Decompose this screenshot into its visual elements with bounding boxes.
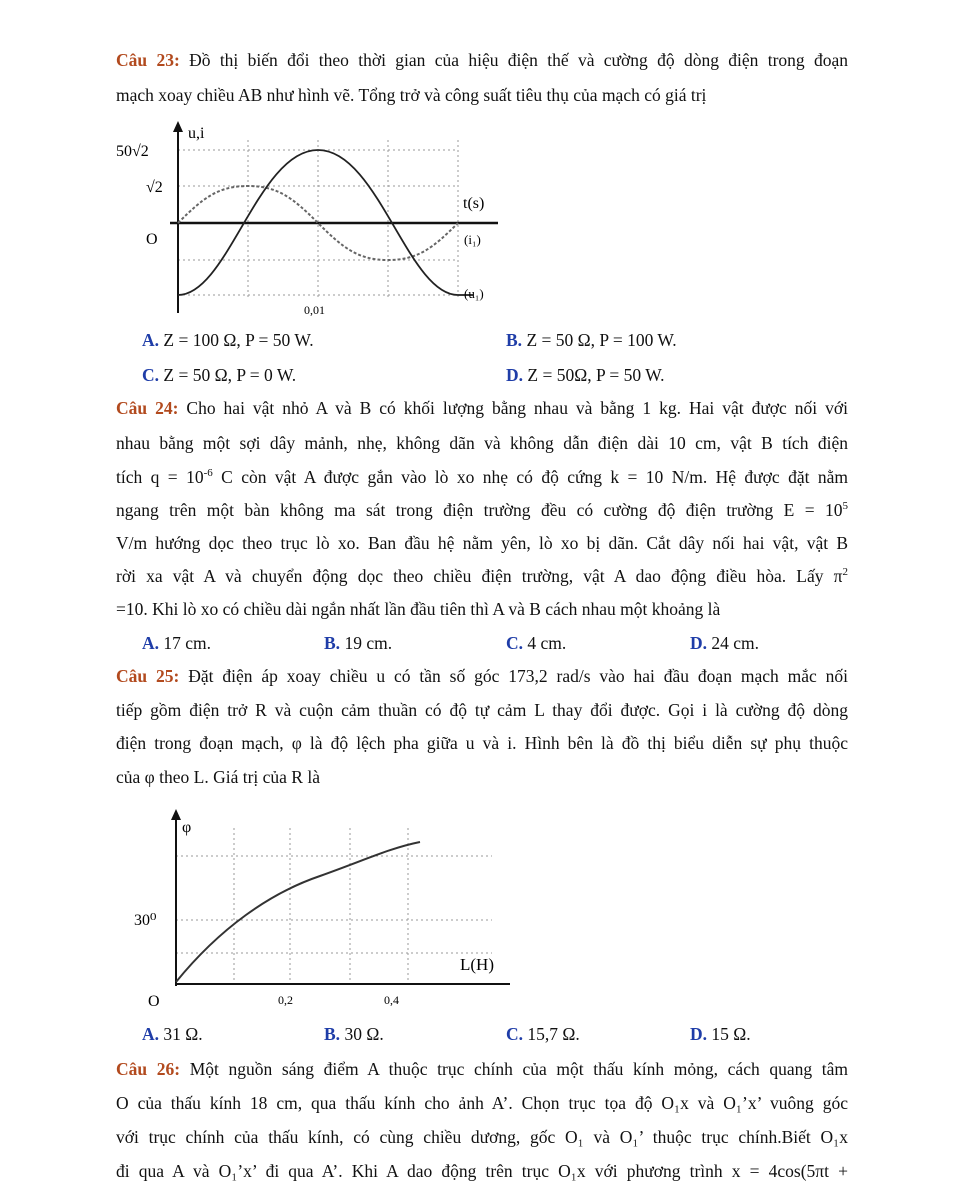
q24-option-b[interactable]: B. 19 cm. <box>324 633 393 653</box>
q24-line-2: nhau bằng một sợi dây mảnh, nhẹ, không dãn và không dẫn điện dài 10 cm, vật B tích điện <box>116 433 848 453</box>
q25-x-tick-2: 0,4 <box>384 993 399 1007</box>
q26-line-4: đi qua A và O₁’x’ đi qua A’. Khi A dao động trên trục O₁x với phương trình x = 4cos(5πt + <box>116 1161 848 1181</box>
q26-label: Câu 26: <box>116 1059 181 1079</box>
q25-option-c[interactable]: C. 15,7 Ω. <box>506 1024 580 1044</box>
q23-option-a[interactable]: A. Z = 100 Ω, P = 50 W. <box>142 330 314 350</box>
q23-x-tick: 0,01 <box>304 303 325 317</box>
q25-line-2: tiếp gồm điện trở R và cuộn cảm thuần có độ tự cảm L thay đổi được. Gọi i là cường độ dòng <box>116 700 848 720</box>
q25-curve-phi <box>176 842 420 982</box>
q23-y-tick-upper: 50√2 <box>116 143 149 160</box>
q23-y-tick-lower: √2 <box>146 179 163 196</box>
q25-line-1 <box>116 666 848 687</box>
q24-option-a[interactable]: A. 17 cm. <box>142 633 212 653</box>
q24-option-d[interactable]: D. 24 cm. <box>690 633 760 653</box>
q24-option-c[interactable]: C. 4 cm. <box>506 633 567 653</box>
q24-line-5: V/m hướng dọc theo trục lò xo. Ban đầu hệ nằm yên, lò xo bị dãn. Cắt dây nối hai vật, vật B <box>116 533 848 553</box>
q23-y-axis-label: u,i <box>188 125 205 142</box>
q23-x-axis-label: t(s) <box>463 195 485 212</box>
q25-figure <box>120 808 520 1013</box>
q25-x-axis-label: L(H) <box>460 955 494 974</box>
q23-label: Câu 23: <box>116 50 180 70</box>
q23-text-1: Đồ thị biến đổi theo thời gian của hiệu điện thế và cường độ dòng điện trong đoạn <box>189 50 849 70</box>
q24-line-4: ngang trên một bàn không ma sát trong điện trường đều có cường độ điện trường $E = 10^5$ <box>116 500 848 520</box>
q23-origin: O <box>146 231 158 248</box>
q26-line-1 <box>116 1059 848 1080</box>
q25-option-a[interactable]: A. 31 Ω. <box>142 1024 203 1044</box>
q25-y-arrow <box>171 809 181 820</box>
q25-y-tick: 30⁰ <box>134 912 157 929</box>
q23-option-d[interactable]: D. Z = 50Ω, P = 50 W. <box>506 365 665 385</box>
q25-option-d[interactable]: D. 15 Ω. <box>690 1024 751 1044</box>
q25-line-4: của φ theo L. Giá trị của R là <box>116 767 320 787</box>
q23-option-c[interactable]: C. Z = 50 Ω, P = 0 W. <box>142 365 297 385</box>
q26-line-3: với trục chính của thấu kính, có cùng chiều dương, gốc O₁ và O₁’ thuộc trục chính.Biết O₁x <box>116 1127 848 1147</box>
q26-text-1: Một nguồn sáng điểm A thuộc trục chính của một thấu kính mỏng, cách quang tâm <box>189 1059 849 1079</box>
q23-curve-i-label: (i₁) <box>464 232 481 247</box>
q23-line-1 <box>116 50 848 71</box>
q23-option-b[interactable]: B. Z = 50 Ω, P = 100 W. <box>506 330 677 350</box>
q25-option-b[interactable]: B. 30 Ω. <box>324 1024 384 1044</box>
q23-figure <box>108 118 528 318</box>
q25-x-tick-1: 0,2 <box>278 993 293 1007</box>
q25-origin: O <box>148 993 160 1010</box>
q23-line-2: mạch xoay chiều AB như hình vẽ. Tổng trở và công suất tiêu thụ của mạch có giá trị <box>116 85 707 105</box>
q24-line-1 <box>116 398 848 419</box>
q23-curve-u-label: (u₁) <box>464 286 484 301</box>
q25-y-axis-label: φ <box>182 819 192 836</box>
q24-line-6: rời xa vật A và chuyển động dọc theo chiều điện trường, vật A dao động điều hòa. Lấy $\pi^2$ <box>116 566 848 586</box>
q26-line-2: O của thấu kính 18 cm, qua thấu kính cho ảnh A’. Chọn trục tọa độ O₁x và O₁’x’ vuông góc <box>116 1093 848 1113</box>
q24-line-7: =10. Khi lò xo có chiều dài ngắn nhất lần đầu tiên thì A và B cách nhau một khoảng là <box>116 599 721 619</box>
q23-y-arrow <box>173 121 183 132</box>
q24-text-1: Cho hai vật nhỏ A và B có khối lượng bằng nhau và bằng 1 kg. Hai vật được nối với <box>186 398 849 418</box>
q24-line-3: tích $q = 10^{-6}$ C còn vật A được gắn vào lò xo nhẹ có độ cứng k = 10 N/m. Hệ được đặt nằm <box>116 467 848 487</box>
q25-line-3: điện trong đoạn mạch, φ là độ lệch pha giữa u và i. Hình bên là đồ thị biểu diễn sự phụ thuộc <box>116 733 848 753</box>
q25-text-1: Đặt điện áp xoay chiều u có tần số góc 173,2 rad/s vào hai đầu đoạn mạch mắc nối <box>188 666 848 686</box>
q25-label: Câu 25: <box>116 666 180 686</box>
q24-label: Câu 24: <box>116 398 179 418</box>
